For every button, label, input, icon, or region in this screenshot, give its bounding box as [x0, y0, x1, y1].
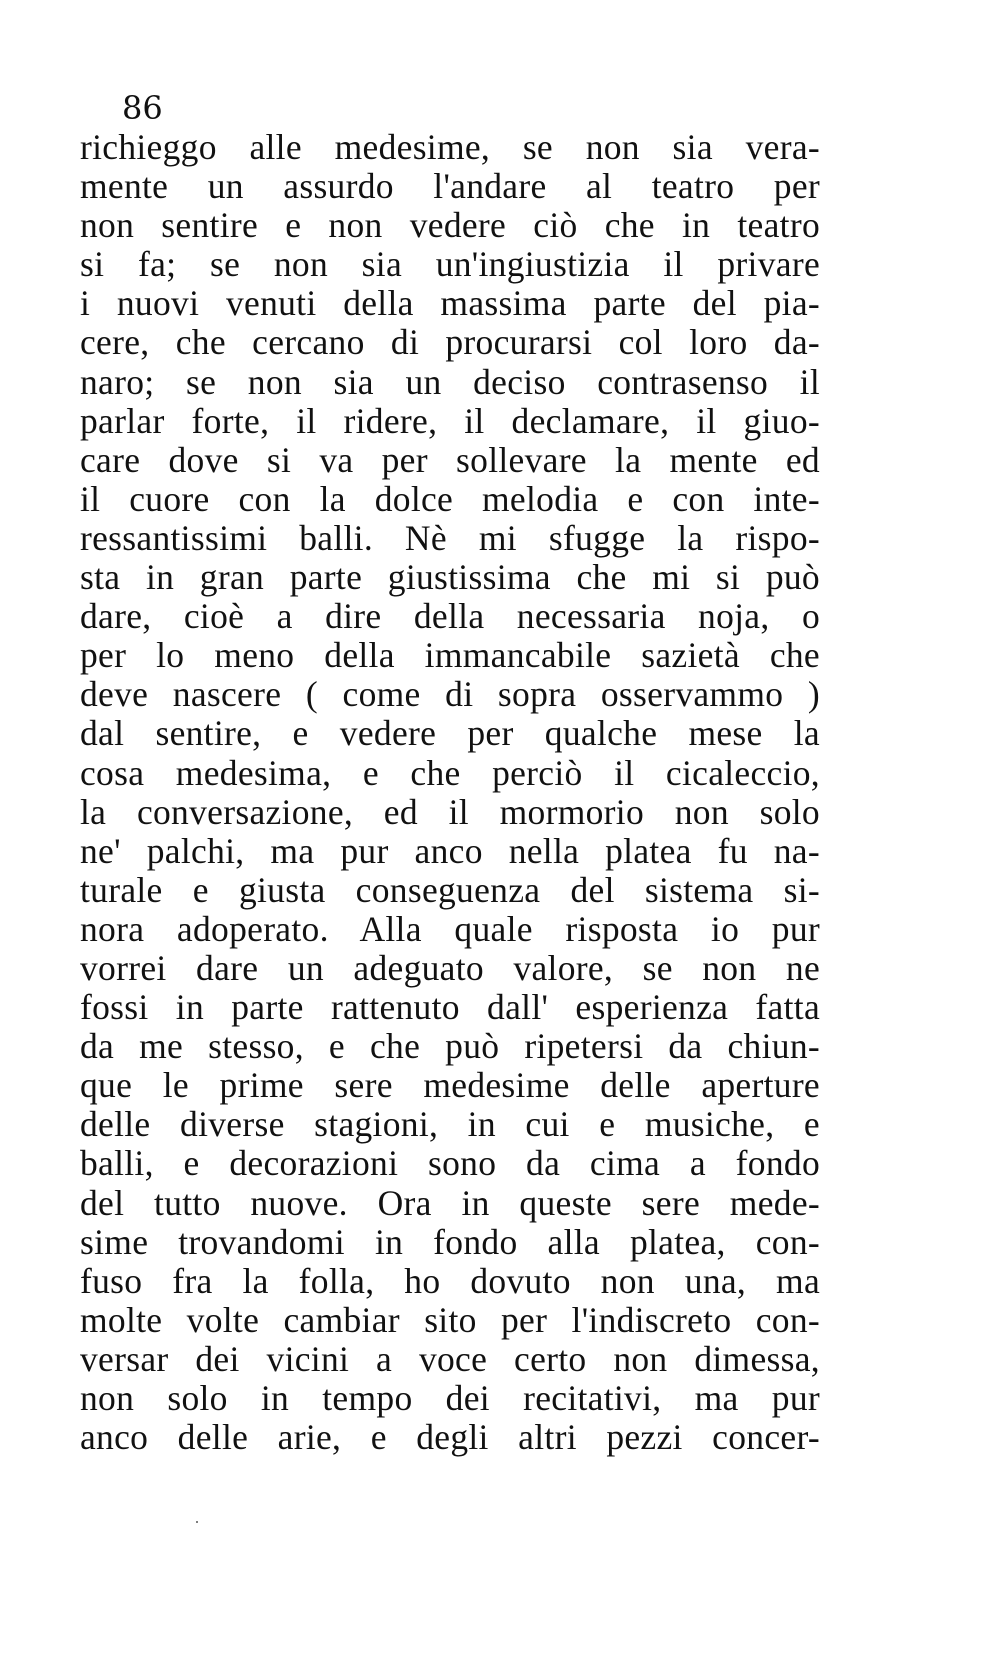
- text-line: non sentire e non vedere ciò che in teatro: [80, 205, 820, 246]
- text-line: non solo in tempo dei recitativi, ma pur: [80, 1378, 820, 1418]
- text-line: fossi in parte rattenuto dall' esperienza fatta: [80, 987, 820, 1028]
- text-line: ne' palchi, ma pur anco nella platea fu na-: [80, 830, 820, 871]
- text-line: naro; se non sia un deciso contrasenso il: [80, 361, 820, 402]
- text-line: la conversazione, ed il mormorio non solo: [80, 791, 820, 832]
- text-line: anco delle arie, e degli altri pezzi concer-: [80, 1417, 820, 1458]
- text-line: balli, e decorazioni sono da cima a fondo: [80, 1143, 820, 1184]
- text-line: ressantissimi balli. Nè mi sfugge la rispo-: [80, 517, 820, 558]
- text-line: da me stesso, e che può ripetersi da chiun-: [80, 1026, 820, 1067]
- text-line: nora adoperato. Alla quale risposta io pur: [80, 908, 820, 949]
- text-line: delle diverse stagioni, in cui e musiche, e: [80, 1104, 820, 1145]
- text-line: deve nascere ( come di sopra osservammo ): [80, 674, 820, 715]
- text-line: per lo meno della immancabile sazietà che: [80, 635, 820, 676]
- text-line: i nuovi venuti della massima parte del pia-: [80, 283, 820, 324]
- body-text: [80, 128, 820, 1457]
- text-line: sime trovandomi in fondo alla platea, con-: [80, 1221, 820, 1262]
- text-line: si fa; se non sia un'ingiustizia il privare: [80, 244, 820, 285]
- text-line: que le prime sere medesime delle aperture: [80, 1065, 820, 1106]
- text-line: versar dei vicini a voce certo non dimessa,: [80, 1338, 820, 1379]
- text-line: care dove si va per sollevare la mente ed: [80, 439, 820, 480]
- text-line: richieggo alle medesime, se non sia vera-: [80, 127, 820, 167]
- text-line: dal sentire, e vedere per qualche mese la: [80, 713, 820, 754]
- text-line: cosa medesima, e che perciò il cicaleccio,: [80, 752, 820, 793]
- page-number: 86: [122, 89, 163, 127]
- text-line: parlar forte, il ridere, il declamare, il giuo-: [80, 400, 820, 441]
- text-line: il cuore con la dolce melodia e con inte-: [80, 478, 820, 519]
- text-line: turale e giusta conseguenza del sistema si-: [80, 869, 820, 910]
- paper-speck: [196, 1521, 198, 1523]
- text-line: sta in gran parte giustissima che mi si può: [80, 557, 820, 598]
- text-line: vorrei dare un adeguato valore, se non ne: [80, 947, 820, 988]
- text-line: cere, che cercano di procurarsi col loro da-: [80, 322, 820, 363]
- text-line: molte volte cambiar sito per l'indiscreto con-: [80, 1299, 820, 1340]
- text-line: mente un assurdo l'andare al teatro per: [80, 166, 820, 207]
- text-line: dare, cioè a dire della necessaria noja, o: [80, 596, 820, 637]
- text-line: del tutto nuove. Ora in queste sere mede-: [80, 1182, 820, 1223]
- text-line: fuso fra la folla, ho dovuto non una, ma: [80, 1260, 820, 1301]
